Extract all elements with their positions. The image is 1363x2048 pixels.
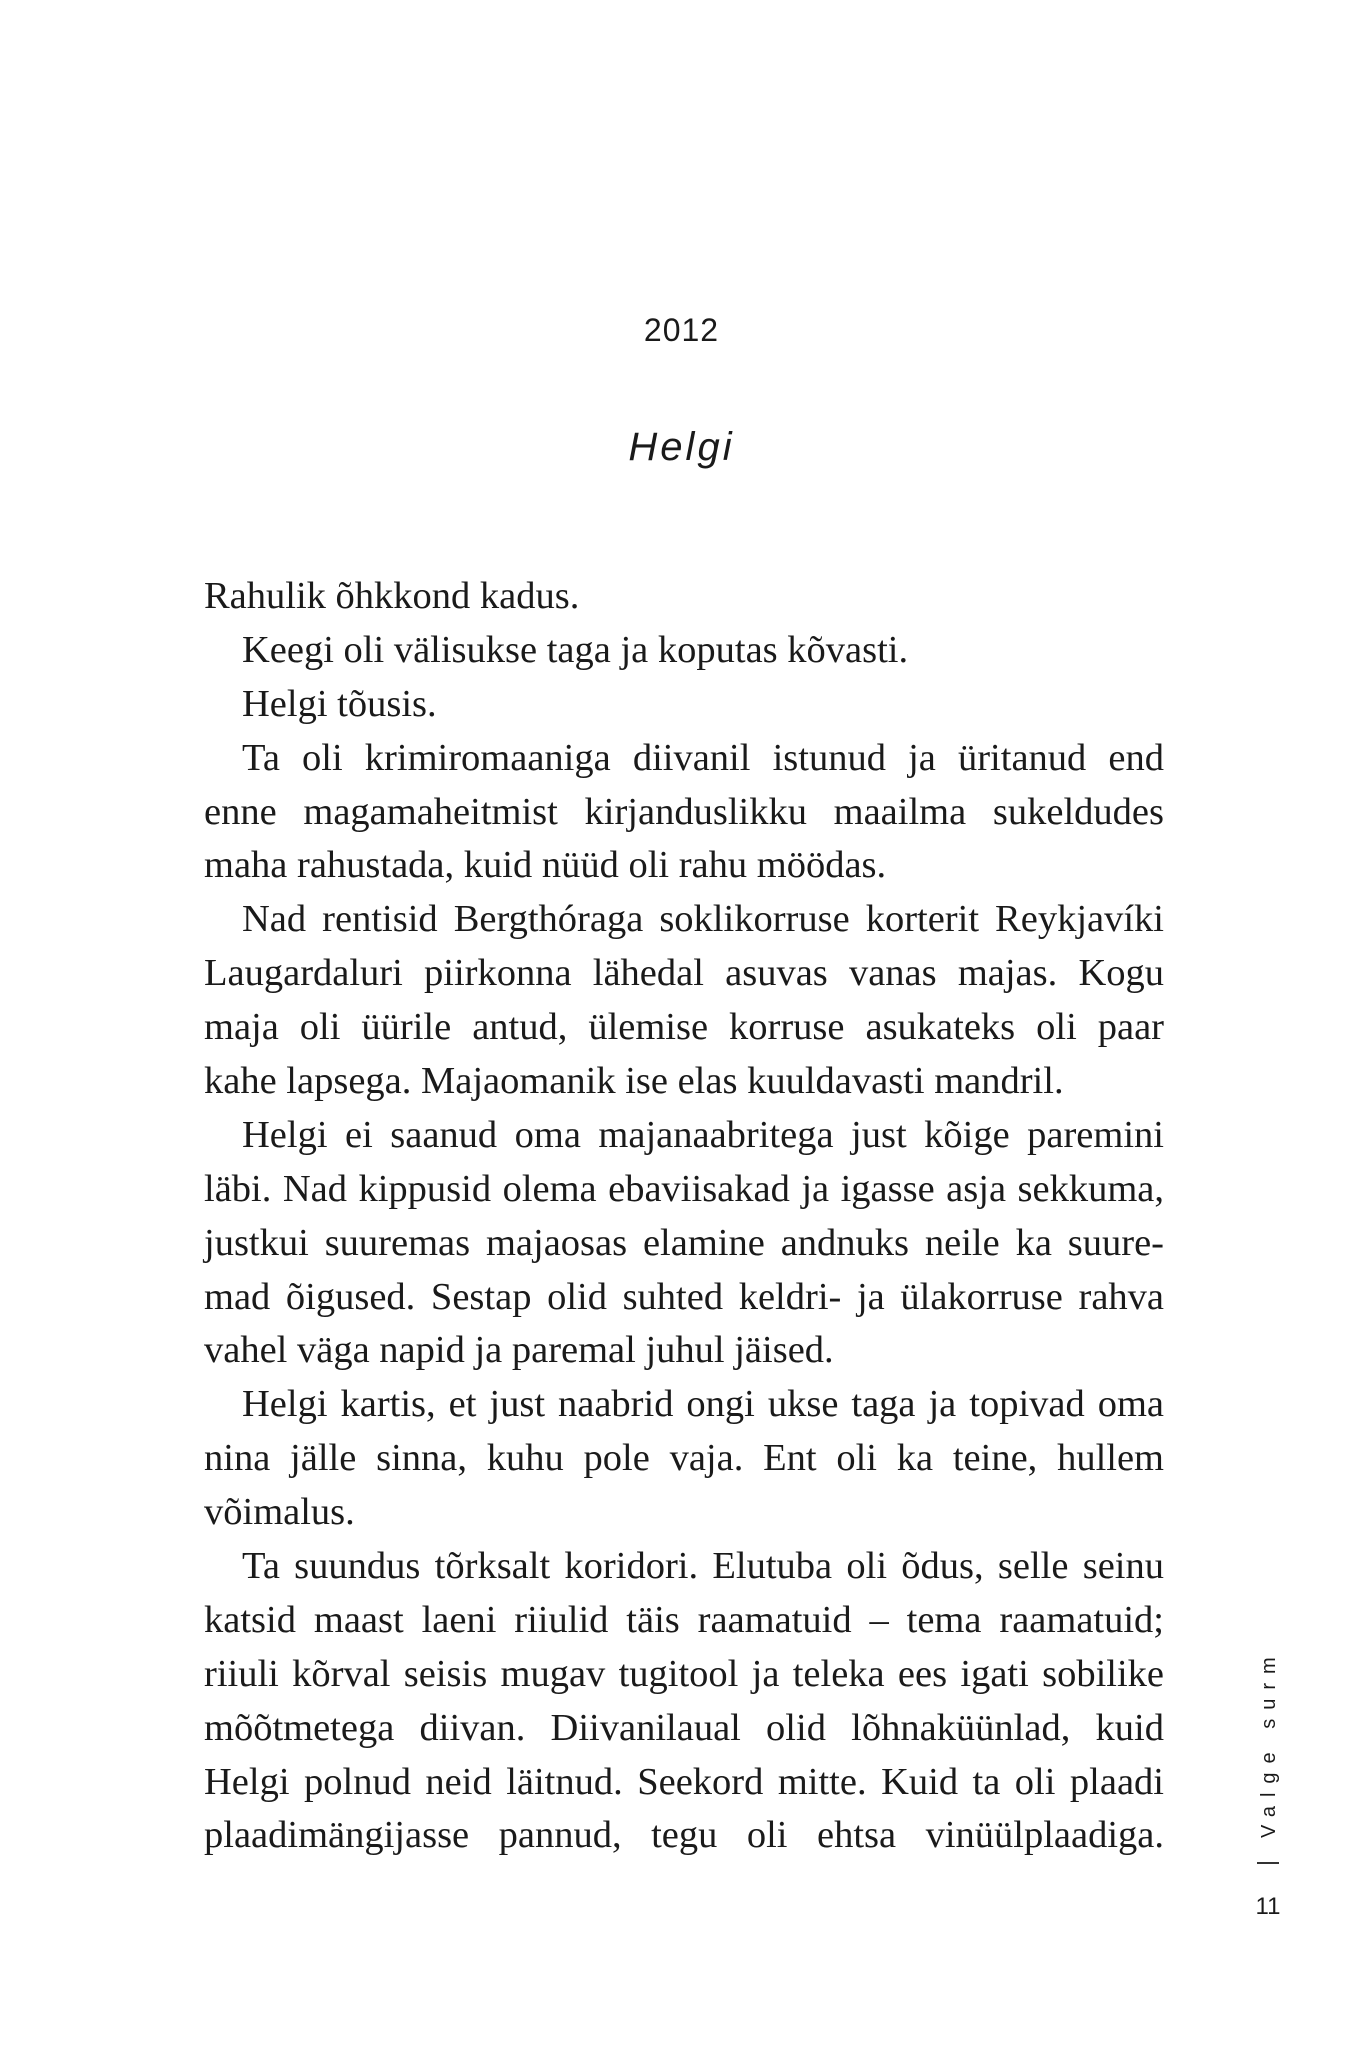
text-line: riiuli kõrval seisis mugav tugitool ja teleka ees igati sobilike [204,1652,1164,1695]
text-line: nina jälle sinna, kuhu pole vaja. Ent oli ka teine, hullem [204,1437,1164,1480]
text-line: läbi. Nad kippusid olema ebaviisakad ja igasse asja sekkuma, [204,1167,1164,1210]
text-line: Helgi kartis, et just naabrid ongi ukse taga ja topivad oma [242,1383,1164,1426]
chapter-title: Helgi [628,425,735,469]
text-line: kahe lapsega. Majaomanik ise elas kuuldavasti mandril. [204,1060,1064,1103]
running-head-book-title: Valge surm [1258,1648,1280,1838]
text-line: mõõtmetega diivan. Diivanilaual olid lõhnaküünlad, kuid [204,1706,1164,1749]
text-line: Nad rentisid Bergthóraga soklikorruse korterit Reykjavíki [242,898,1164,941]
text-line: mad õigused. Sestap olid suhted keldri- ja ülakorruse rahva [204,1275,1164,1318]
page-number: 11 [1255,1893,1281,1920]
text-line: maha rahustada, kuid nüüd oli rahu möödas. [204,844,887,887]
text-line: Ta suundus tõrksalt koridori. Elutuba oli õdus, selle seinu [242,1545,1164,1588]
text-line: Helgi ei saanud oma majanaabritega just kõige paremini [242,1113,1164,1156]
text-line: maja oli üürile antud, ülemise korruse asukateks oli paar [204,1006,1164,1049]
section-year-heading: 2012 [643,312,720,348]
text-line: enne magamaheitmist kirjanduslikku maailma sukeldudes [204,790,1164,833]
footer-divider [1257,1862,1279,1864]
text-line: justkui suuremas majaosas elamine andnuks neile ka suure- [204,1221,1164,1264]
text-line: Ta oli krimiromaaniga diivanil istunud ja üritanud end [242,736,1164,779]
text-line: katsid maast laeni riiulid täis raamatuid – tema raamatuid; [204,1598,1164,1641]
text-line: Keegi oli välisukse taga ja koputas kõvasti. [242,628,909,671]
text-line: vahel väga napid ja paremal juhul jäised. [204,1329,834,1372]
text-line: Laugardaluri piirkonna lähedal asuvas vanas majas. Kogu [204,952,1164,995]
body-text [204,570,1164,1863]
text-line: võimalus. [204,1491,355,1534]
text-line: Rahulik õhkkond kadus. [204,575,580,617]
text-line: Helgi polnud neid läitnud. Seekord mitte. Kuid ta oli plaadi [204,1760,1164,1803]
text-line: plaadimängijasse pannud, tegu oli ehtsa vinüülplaadiga. [204,1814,1164,1857]
text-line: Helgi tõusis. [242,682,437,725]
